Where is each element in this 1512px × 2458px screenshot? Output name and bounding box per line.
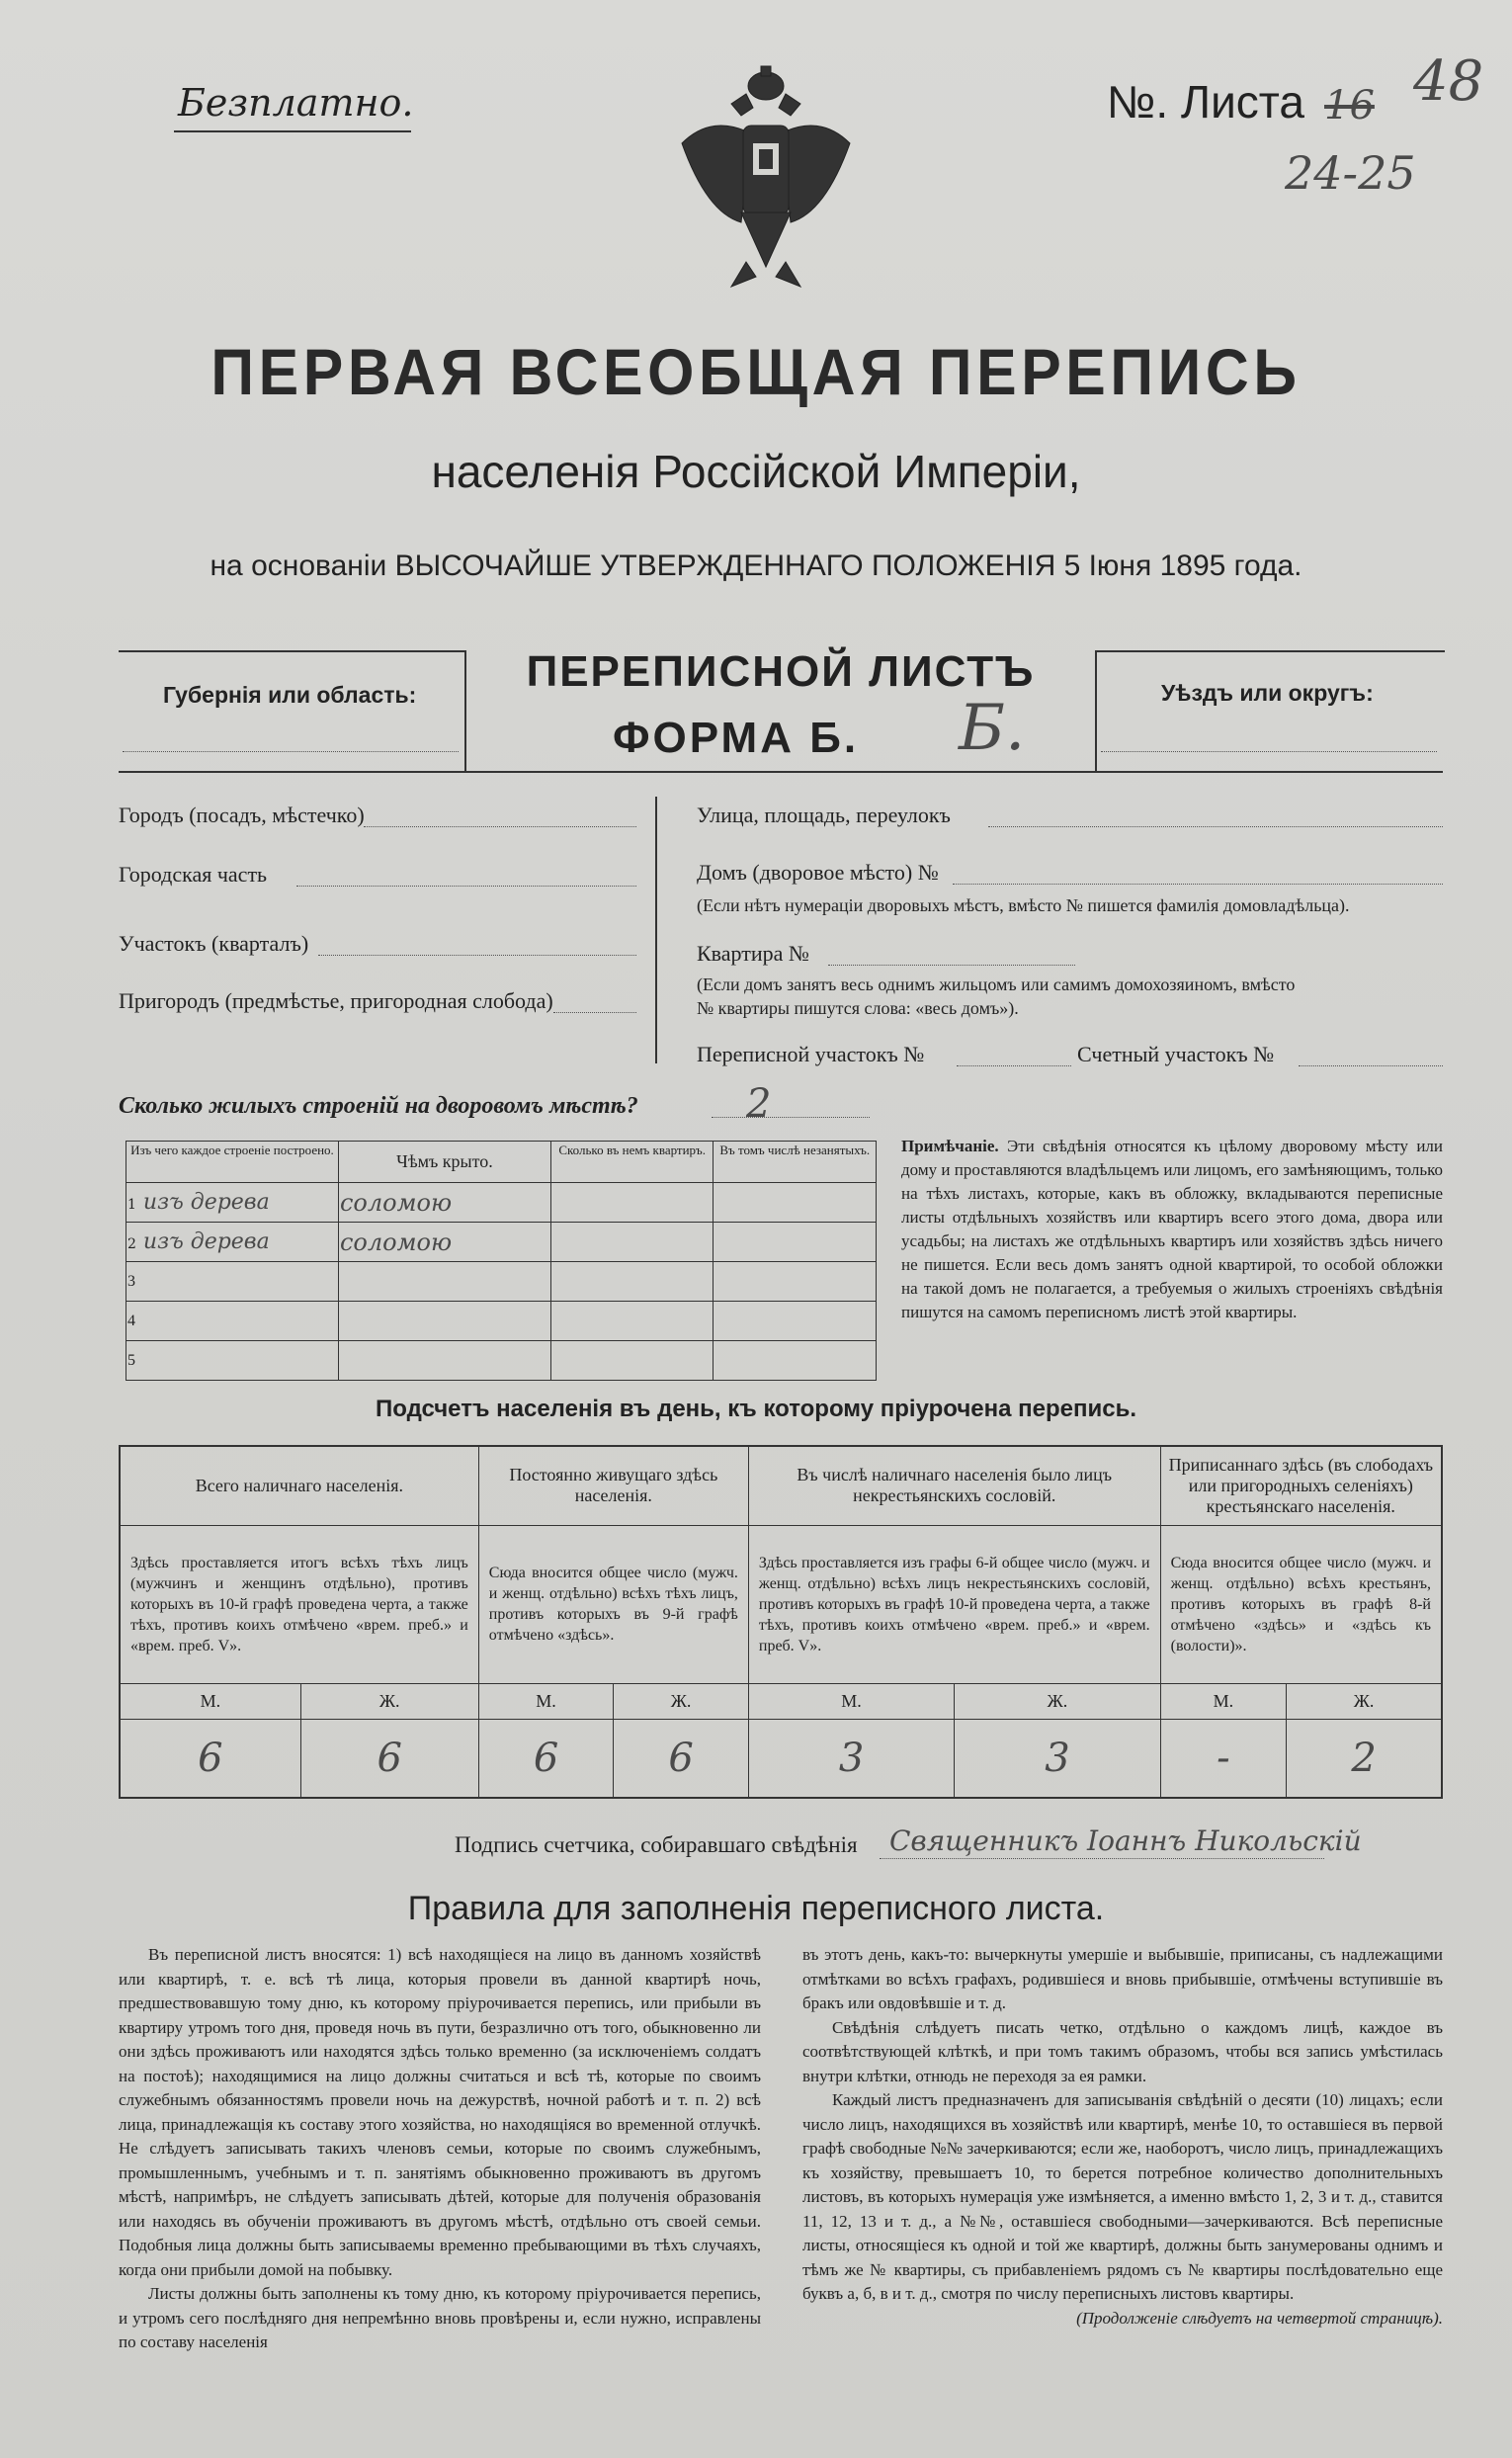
permanent-m-value: 6: [478, 1719, 614, 1798]
building-material-1: 1 изъ дерева: [126, 1183, 339, 1223]
sheet-title: ПЕРЕПИСНОЙ ЛИСТЪ: [526, 647, 1036, 696]
street-line: [988, 826, 1443, 827]
note-title: Примѣчаніе.: [901, 1137, 999, 1155]
permanent-f-label: Ж.: [614, 1683, 749, 1719]
census-district-line: [957, 1065, 1071, 1066]
rules-title: Правила для заполненія переписного листа.: [407, 1890, 1105, 1927]
census-district-label: Переписной участокъ №: [697, 1042, 925, 1066]
free-underline: [174, 130, 411, 132]
building-roof-1: соломою: [338, 1183, 550, 1223]
province-label: Губернія или область:: [163, 682, 417, 708]
population-head-total: Всего наличнаго населенія.: [120, 1446, 478, 1525]
main-title: ПЕРВАЯ ВСЕОБЩАЯ ПЕРЕПИСЬ: [210, 335, 1302, 408]
table-row: [126, 1341, 877, 1381]
house-note: (Если нѣтъ нумераціи дворовыхъ мѣстъ, вмѣсто № пишется фамилія домовладѣльца).: [697, 895, 1350, 915]
sheet-number-struck: 16: [1324, 83, 1375, 128]
total-m-label: М.: [120, 1683, 300, 1719]
buildings-header-material: Изъ чего каждое строеніе построено.: [126, 1142, 339, 1183]
population-head-nonpeasant: Въ числѣ наличнаго населенія было лицъ некрестьянскихъ сословій.: [748, 1446, 1160, 1525]
buildings-answer: 2: [746, 1081, 772, 1127]
nonpeasant-m-label: М.: [748, 1683, 954, 1719]
building-vacant-3: [714, 1262, 877, 1302]
building-apartments-5: [550, 1341, 714, 1381]
peasant-m-value: -: [1160, 1719, 1287, 1798]
subtitle: населенія Россійской Имперіи,: [431, 446, 1081, 497]
building-apartments-1: [550, 1183, 714, 1223]
count-district-line: [1299, 1065, 1443, 1066]
total-f-value: 6: [300, 1719, 478, 1798]
population-head-peasant: Приписаннаго здѣсь (въ слободахъ или пригородныхъ селеніяхъ) крестьянскаго населенія.: [1160, 1446, 1442, 1525]
city-label: Городъ (посадъ, мѣстечко): [119, 803, 365, 827]
nonpeasant-m-value: 3: [748, 1719, 954, 1798]
sheet-number-label: №. Листа: [1107, 76, 1304, 127]
buildings-header-vacant: Въ томъ числѣ незанятыхъ.: [714, 1142, 877, 1183]
signature-hand: Священникъ Іоаннъ Никольскій: [889, 1824, 1362, 1857]
nonpeasant-f-label: Ж.: [955, 1683, 1160, 1719]
city-part-line: [296, 886, 636, 887]
suburb-line: [553, 1012, 636, 1013]
rules-left-paragraph-2: Листы должны быть заполнены къ тому дню, къ которому пріурочивается перепись, и утромъ сего послѣдняго дня непремѣнно вновь провѣрены и, если нужно, исправлены по составу населенія: [119, 2284, 761, 2351]
section-line: [318, 955, 636, 956]
building-material-2: 2 изъ дерева: [126, 1223, 339, 1262]
table-row: [126, 1183, 877, 1223]
peasant-m-label: М.: [1160, 1683, 1287, 1719]
building-apartments-3: [550, 1262, 714, 1302]
population-desc-peasant: Сюда вносится общее число (мужч. и женщ. отдѣльно) всѣхъ крестьянъ, противъ которыхъ въ графѣ 8-й отмѣчено «здѣсь» и «здѣсь къ (волости)».: [1160, 1525, 1442, 1683]
building-apartments-2: [550, 1223, 714, 1262]
peasant-f-value: 2: [1287, 1719, 1442, 1798]
province-box: [119, 650, 466, 771]
building-vacant-4: [714, 1302, 877, 1341]
buildings-answer-line: [712, 1117, 870, 1118]
building-material-4: 4: [126, 1302, 339, 1341]
buildings-header-roof: Чѣмъ крыто.: [338, 1142, 550, 1183]
city-line: [364, 826, 636, 827]
buildings-table: [126, 1141, 877, 1381]
population-table: [119, 1445, 1443, 1799]
house-label: Домъ (дворовое мѣсто) №: [697, 860, 939, 885]
rules-right-column: [802, 1943, 1443, 2331]
building-roof-2: соломою: [338, 1223, 550, 1262]
rules-right-paragraph-1: въ этотъ день, какъ-то: вычеркнуты умершіе и выбывшіе, приписаны, съ надлежащими отмѣтками во всѣхъ графахъ, родившіеся и вновь прибывшіе, отмѣчены вступившіе въ бракъ или овдовѣвшіе и т. д.: [802, 1945, 1443, 2012]
table-row: [126, 1262, 877, 1302]
rules-right-paragraph-2: Свѣдѣнія слѣдуетъ писать четко, отдѣльно о каждомъ лицѣ, каждое въ соотвѣтствующей клѣткѣ, и при томъ такимъ образомъ, чтобы вся запись умѣстилась внутри клѣтки, отнюдь не переходя за ея рамки.: [802, 2017, 1443, 2085]
district-label: Уѣздъ или округъ:: [1161, 680, 1374, 706]
buildings-header-apartments: Сколько въ немъ квартиръ.: [550, 1142, 714, 1183]
street-label: Улица, площадь, переулокъ: [697, 803, 951, 827]
building-material-5: 5: [126, 1341, 339, 1381]
free-label: Безплатно.: [178, 81, 414, 125]
permanent-m-label: М.: [478, 1683, 614, 1719]
population-desc-total: Здѣсь проставляется итогъ всѣхъ тѣхъ лицъ (мужчинъ и женщинъ отдѣльно), противъ которыхъ въ 10-й графѣ проведена черта, а также тѣхъ, противъ коихъ отмѣчено «врем. преб.» и «врем. преб. V».: [120, 1525, 478, 1683]
rules-left-paragraph-1: Въ переписной листъ вносятся: 1) всѣ находящіеся на лицо въ данномъ хозяйствѣ или квартирѣ, т. е. всѣ тѣ лица, которыя провели въ данной квартирѣ ночь, предшествовавшую тому дню, къ которому пріурочивается перепись, или прибыли въ квартиру утромъ того дня, проведя ночь въ пути, безразлично отъ того, обыкновенно ли они здѣсь проживаютъ или находятся здѣсь только временно (за исключеніемъ солдатъ на постоѣ); находящимися на лицо должны считаться и всѣ тѣ, которые по своимъ служебнымъ обязанностямъ провели ночь на дежурствѣ, ночной работѣ и т. п. 2) всѣ лица, принадлежащія къ составу этого хозяйства, но находящіяся во временной отлучкѣ. Не слѣдуетъ записывать такихъ членовъ семьи, которые по своимъ служебнымъ, промышленнымъ, учебнымъ и т. п. занятіямъ обыкновенно проживаютъ въ другомъ мѣстѣ, напримѣръ, не слѣдуетъ записывать дѣтей, которые для полученія образованія или находясь въ обученіи проживаютъ въ другомъ мѣстѣ, отдѣльно отъ своей семьи. Подобныя лица должны быть записываемы временно пребывающими въ тѣхъ случаяхъ, когда они прибыли домой на побывку.: [119, 1945, 761, 2279]
apartment-note-2: № квартиры пишутся слова: «весь домъ»).: [697, 998, 1019, 1018]
district-line: [1101, 751, 1437, 752]
building-vacant-5: [714, 1341, 877, 1381]
form-hand: Б.: [959, 692, 1026, 765]
population-desc-permanent: Сюда вносится общее число (мужч. и женщ. отдѣльно) всѣхъ тѣхъ лицъ, противъ которыхъ въ 9-й графѣ отмѣчено «здѣсь».: [478, 1525, 748, 1683]
building-material-3: 3: [126, 1262, 339, 1302]
apartment-note-1: (Если домъ занятъ весь однимъ жильцомъ или самимъ домохозяиномъ, вмѣсто: [697, 975, 1296, 994]
total-m-value: 6: [120, 1719, 300, 1798]
address-divider: [655, 797, 657, 1063]
sheet-number-hand: 24-25: [1285, 146, 1416, 200]
building-apartments-4: [550, 1302, 714, 1341]
imperial-eagle-emblem: [672, 64, 860, 292]
count-district-label: Счетный участокъ №: [1077, 1042, 1275, 1066]
suburb-label: Пригородъ (предмѣстье, пригородная слобода): [119, 988, 553, 1013]
rules-left-column: [119, 1943, 761, 2355]
total-f-label: Ж.: [300, 1683, 478, 1719]
building-roof-3: [338, 1262, 550, 1302]
province-line: [123, 751, 459, 752]
nonpeasant-f-value: 3: [955, 1719, 1160, 1798]
basis-line: на основаніи ВЫСОЧАЙШЕ УТВЕРЖДЕННАГО ПОЛОЖЕНІЯ 5 Іюня 1895 года.: [210, 550, 1302, 582]
form-label: ФОРМА Б.: [613, 714, 860, 762]
sheet-number-margin: 48: [1413, 49, 1484, 114]
city-part-label: Городская часть: [119, 862, 268, 887]
peasant-f-label: Ж.: [1287, 1683, 1442, 1719]
permanent-f-value: 6: [614, 1719, 749, 1798]
building-roof-5: [338, 1341, 550, 1381]
note-text: Эти свѣдѣнія относятся къ цѣлому дворовому мѣсту или дому и проставляются владѣльцемъ или лицомъ, его замѣняющимъ, только на тѣхъ листахъ, которые, какъ въ обложку, вкладываются переписные листы отдѣльныхъ хозяйствъ или квартиръ всего этого дома, двора или усадьбы; на листахъ же отдѣльныхъ квартиръ или хозяйствъ здѣсь ничего не пишется. Если весь домъ занятъ одной квартирой, то особой обложки на такой домъ не полагается, а требуемыя о жилыхъ строеніяхъ свѣдѣнія пишутся на самомъ переписномъ листѣ этой квартиры.: [901, 1137, 1443, 1321]
population-title: Подсчетъ населенія въ день, къ которому пріурочена перепись.: [376, 1396, 1136, 1422]
apartment-label: Квартира №: [697, 941, 809, 966]
section-label: Участокъ (кварталъ): [119, 931, 309, 956]
table-row: [126, 1302, 877, 1341]
building-roof-4: [338, 1302, 550, 1341]
apartment-line: [828, 965, 1075, 966]
population-head-permanent: Постоянно живущаго здѣсь населенія.: [478, 1446, 748, 1525]
building-vacant-2: [714, 1223, 877, 1262]
rules-continued: (Продолженіе слѣдуетъ на четвертой страницѣ).: [1076, 2308, 1443, 2328]
form-box-bottom: [119, 771, 1443, 773]
building-vacant-1: [714, 1183, 877, 1223]
table-row: [126, 1223, 877, 1262]
population-desc-nonpeasant: Здѣсь проставляется изъ графы 6-й общее число (мужч. и женщ. отдѣльно) всѣхъ лицъ некрестьянскихъ сословій, противъ которыхъ въ графѣ 10-й проведена черта, а также тѣхъ, противъ коихъ отмѣчено «врем. преб.» и «врем. преб. V».: [748, 1525, 1160, 1683]
buildings-question: Сколько жилыхъ строеній на дворовомъ мѣстѣ?: [119, 1093, 638, 1119]
signature-label: Подпись счетчика, собиравшаго свѣдѣнія: [455, 1832, 858, 1857]
note-block: [901, 1135, 1443, 1324]
signature-line: [880, 1858, 1324, 1859]
rules-right-paragraph-3: Каждый листъ предназначенъ для записыванія свѣдѣній о десяти (10) лицахъ; если число лицъ, находящихся въ хозяйствѣ или квартирѣ, менѣе 10, то оставшіеся въ первой графѣ свободные №№ зачеркиваются; если же, наоборотъ, число лицъ, принадлежащихъ къ хозяйству, превышаетъ 10, то берется потребное количество дополнительныхъ листовъ, въ которыхъ нумерація уже измѣняется, а именно вмѣсто 1, 2, 3 и т. д., ставится 11, 12, 13 и т. д., а №№, оставшіеся свободными—зачеркиваются. Всѣ переписные листы, относящіеся къ одной и той же квартирѣ, должны быть занумерованы однимъ и тѣмъ же № квартиры, съ прибавленіемъ рядомъ съ № квартиры послѣдовательно еще буквъ а, б, в и т. д., смотря по числу переписныхъ листовъ квартиры.: [802, 2090, 1443, 2303]
district-box: [1095, 650, 1445, 771]
house-line: [953, 884, 1443, 885]
